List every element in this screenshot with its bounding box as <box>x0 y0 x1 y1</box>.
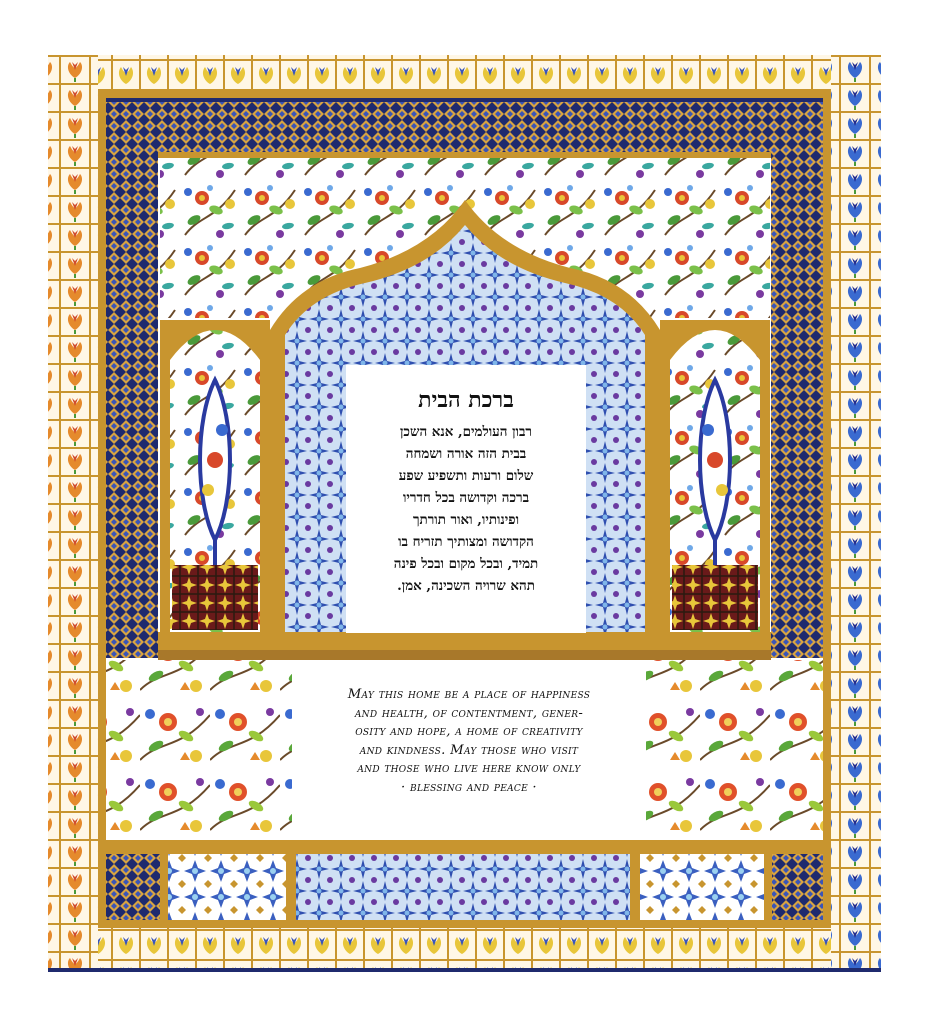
top-flower-border <box>98 55 831 95</box>
english-line: osity and hope, a home of creativity <box>355 724 583 740</box>
left-flower-border <box>48 55 98 972</box>
left-window <box>160 320 270 650</box>
lower-star-tiles-center <box>296 854 630 920</box>
english-line: and health, of contentment, gener- <box>354 705 584 721</box>
lower-star-tiles-left <box>106 854 160 920</box>
right-window <box>660 320 770 650</box>
right-flower-border <box>831 55 881 972</box>
hebrew-line: ופינותיו, ואור תורתך <box>412 512 520 528</box>
hebrew-line: תמיד, ובכל מקום ובכל פינה <box>393 556 539 572</box>
english-line: · blessing and peace · <box>401 779 537 795</box>
english-blessing-panel <box>292 670 646 840</box>
lower-left-garden <box>106 660 292 840</box>
lower-star-tiles-right <box>640 854 764 920</box>
hebrew-line: בבית הזה אורה ושמחה <box>405 446 527 462</box>
lower-right-garden <box>646 660 823 840</box>
hebrew-line: הקדושה ומצותיך תזריח בו <box>398 534 534 550</box>
hebrew-title: ברכת הבית <box>418 387 514 413</box>
hebrew-blessing-panel <box>346 365 586 633</box>
hebrew-line: תהא שרויה השכינה, אמן. <box>397 578 535 594</box>
lattice-frame-right <box>771 98 823 658</box>
hebrew-line: רבון העולמים, אנא השכן <box>400 424 532 440</box>
bottom-flower-border <box>98 928 831 972</box>
lattice-frame-top <box>106 98 823 156</box>
lattice-frame-left <box>106 98 158 658</box>
hebrew-line: ברכה וקדושה בכל חדריו <box>402 490 530 506</box>
lower-star-tiles <box>168 854 286 920</box>
english-line: May this home be a place of happiness <box>347 687 591 702</box>
english-line: and kindness. May those who visit <box>359 742 579 758</box>
hebrew-line: שלום ורעות ותשפיע שפע <box>398 468 534 484</box>
english-line: and those who live here know only <box>357 761 581 777</box>
